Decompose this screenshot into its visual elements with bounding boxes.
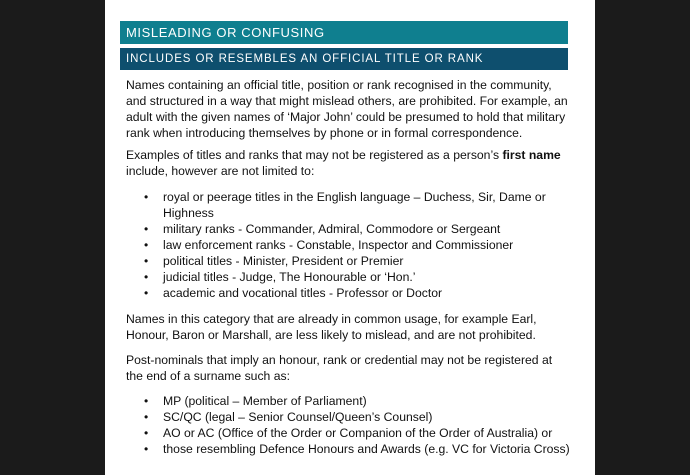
list-item: • SC/QC (legal – Senior Counsel/Queen’s Counsel) <box>126 409 571 425</box>
list-item: • political titles - Minister, President or Premier <box>126 253 571 269</box>
examples-text-before: Examples of titles and ranks that may not be registered as a person’s <box>126 148 503 162</box>
title-examples-list <box>126 189 571 301</box>
list-item: • MP (political – Member of Parliament) <box>126 393 571 409</box>
list-item: • law enforcement ranks - Constable, Inspector and Commissioner <box>126 237 571 253</box>
subsection-heading-text: INCLUDES OR RESEMBLES AN OFFICIAL TITLE OR RANK <box>126 53 484 65</box>
section-heading <box>120 21 568 44</box>
document-page <box>105 0 595 475</box>
examples-paragraph <box>126 147 571 179</box>
list-item: • academic and vocational titles - Professor or Doctor <box>126 285 571 301</box>
post-nominals-paragraph: Post-nominals that imply an honour, rank or credential may not be registered at the end of a surname such as: <box>126 353 553 383</box>
list-item: • AO or AC (Office of the Order or Companion of the Order of Australia) or <box>126 425 571 441</box>
section-heading-text: MISLEADING OR CONFUSING <box>126 25 325 40</box>
list-item: • royal or peerage titles in the English language – Duchess, Sir, Dame or Highness <box>126 189 571 221</box>
examples-text-after: include, however are not limited to: <box>126 164 315 178</box>
list-item: • those resembling Defence Honours and Awards (e.g. VC for Victoria Cross) <box>126 441 571 457</box>
subsection-heading <box>120 48 568 70</box>
common-usage-paragraph: Names in this category that are already in common usage, for example Earl, Honour, Baron or Marshall, are less likely to mislead, and are not prohibited. <box>126 312 537 342</box>
intro-paragraph: Names containing an official title, position or rank recognised in the community, and structured in a way that might mislead others, are prohibited. For example, an adult with the given names of ‘Major John’ could be presumed to hold that military rank when introducing themselves by phone or in formal correspondence. <box>126 78 568 140</box>
list-item: • judicial titles - Judge, The Honourable or ‘Hon.’ <box>126 269 571 285</box>
post-nominal-examples-list <box>126 393 571 457</box>
list-item: • military ranks - Commander, Admiral, Commodore or Sergeant <box>126 221 571 237</box>
examples-bold-term: first name <box>502 148 561 162</box>
